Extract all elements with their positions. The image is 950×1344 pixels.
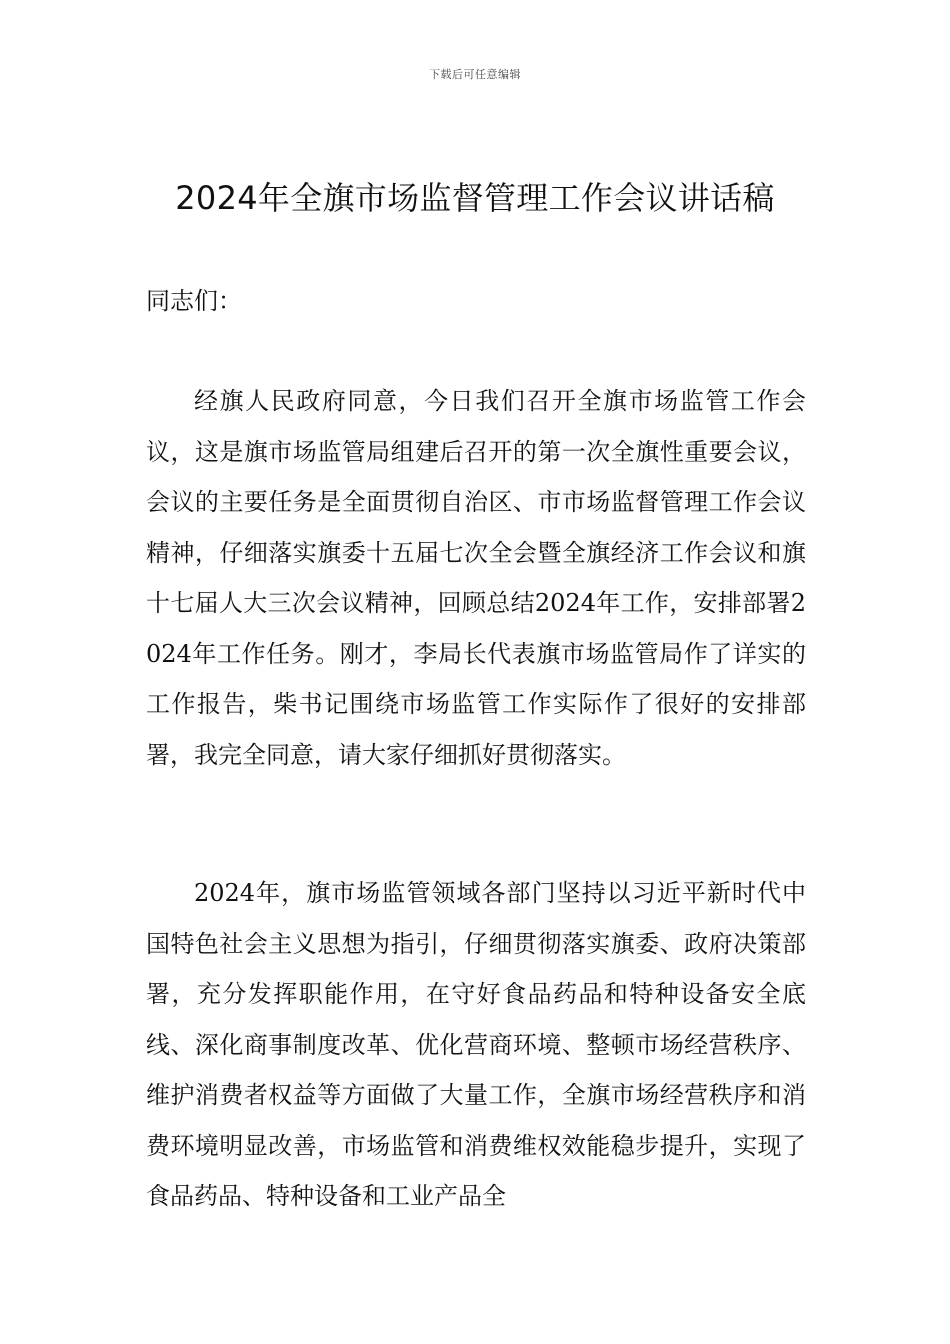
salutation: 同志们： [146, 287, 242, 315]
document-title: 2024年全旗市场监督管理工作会议讲话稿 [175, 179, 775, 217]
header-note: 下载后可任意编辑 [429, 68, 521, 81]
paragraph-2: 2024年，旗市场监管领域各部门坚持以习近平新时代中国特色社会主义思想为指引，仔细贯彻落实旗委、政府决策部署，充分发挥职能作用，在守好食品药品和特种设备安全底线、深化商事制度改革、优化营商环境、整顿市场经营秩序、维护消费者权益等方面做了大量工作，全旗市场经营秩序和消费环境明显改善，市场监管和消费维权效能稳步提升，实现了食品药品、特种设备和工业产品全 [146, 879, 806, 1210]
paragraph-1: 经旗人民政府同意，今日我们召开全旗市场监管工作会议，这是旗市场监管局组建后召开的第一次全旗性重要会议，会议的主要任务是全面贯彻自治区、市市场监督管理工作会议精神，仔细落实旗委十五届七次全会暨全旗经济工作会议和旗十七届人大三次会议精神，回顾总结2024年工作，安排部署2024年工作任务。刚才，李局长代表旗市场监管局作了详实的工作报告，柴书记围绕市场监管工作实际作了很好的安排部署，我完全同意，请大家仔细抓好贯彻落实。 [146, 387, 806, 769]
